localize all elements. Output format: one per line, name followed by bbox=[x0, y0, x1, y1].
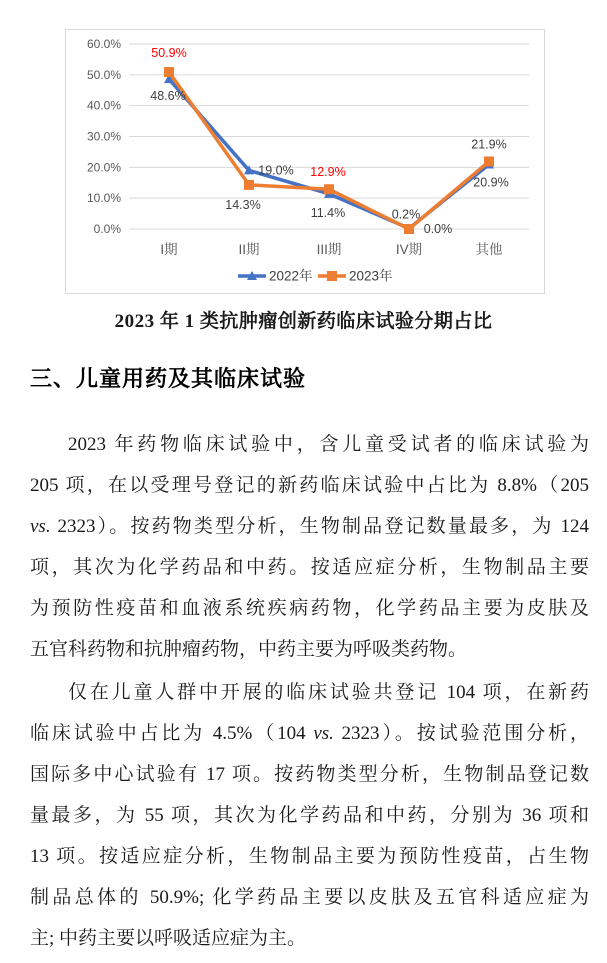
data-label: 19.0% bbox=[258, 163, 294, 178]
y-axis-tick-label: 10.0% bbox=[86, 191, 121, 206]
square-marker bbox=[484, 156, 494, 166]
x-axis-category-label: 其他 bbox=[475, 242, 503, 257]
paragraph-line: 2023 年药物临床试验中，含儿童受试者的临床试验为 bbox=[68, 434, 589, 455]
y-axis-tick-label: 30.0% bbox=[86, 129, 121, 144]
paragraph-line: vs. 2323）。按药物类型分析，生物制品登记数量最多，为 124 bbox=[30, 516, 589, 537]
paragraph-line: 制品总体的 50.9%; 化学药品主要以皮肤及五官科适应症为 bbox=[30, 887, 589, 908]
clinical-trial-phase-chart-figure bbox=[65, 29, 545, 294]
data-label: 0.0% bbox=[423, 222, 453, 236]
data-label: 20.9% bbox=[473, 175, 509, 190]
data-label: 12.9% bbox=[310, 165, 346, 180]
paragraph-line: 仅在儿童人群中开展的临床试验共登记 104 项，在新药 bbox=[68, 682, 589, 703]
paragraph-line: 量最多，为 55 项，其次为化学药品和中药，分别为 36 项和 bbox=[30, 805, 589, 826]
paragraph-children-drug-overview bbox=[30, 424, 589, 670]
paragraph-children-only-trials bbox=[30, 672, 589, 959]
paragraph-line: 为预防性疫苗和血液系统疾病药物，化学药品主要为皮肤及 bbox=[30, 598, 589, 619]
paragraph-line: 临床试验中占比为 4.5%（104 vs. 2323）。按试验范围分析， bbox=[30, 723, 589, 744]
paragraph-line: 国际多中心试验有 17 项。按药物类型分析，生物制品登记数 bbox=[30, 764, 589, 785]
paragraph-line: 项，其次为化学药品和中药。按适应症分析，生物制品主要 bbox=[30, 557, 589, 578]
section-heading: 三、儿童用药及其临床试验 bbox=[30, 366, 307, 391]
y-axis-tick-label: 60.0% bbox=[86, 37, 121, 51]
paragraph-line: 主; 中药主要以呼吸适应症为主。 bbox=[30, 928, 307, 949]
data-label: 21.9% bbox=[471, 137, 507, 152]
paragraph-line: 13 项。按适应症分析，生物制品主要为预防性疫苗，占生物 bbox=[30, 846, 589, 867]
square-marker bbox=[244, 180, 254, 190]
y-axis-tick-label: 0.0% bbox=[93, 222, 121, 236]
y-axis-tick-label: 50.0% bbox=[86, 67, 121, 82]
data-label: 11.4% bbox=[310, 205, 346, 220]
line-chart bbox=[66, 30, 544, 293]
chart-caption: 2023 年 1 类抗肿瘤创新药临床试验分期占比 bbox=[114, 311, 493, 332]
square-marker bbox=[324, 184, 334, 194]
paragraph-line: 205 项，在以受理号登记的新药临床试验中占比为 8.8%（205 bbox=[30, 475, 589, 496]
legend-label: 2023年 bbox=[349, 268, 393, 284]
legend-label: 2022年 bbox=[269, 268, 313, 284]
data-label: 50.9% bbox=[151, 46, 187, 61]
x-axis-category-label: IV期 bbox=[395, 242, 423, 257]
y-axis-tick-label: 20.0% bbox=[86, 160, 121, 175]
data-label: 48.6% bbox=[150, 89, 186, 104]
square-marker bbox=[327, 271, 337, 281]
x-axis-category-label: II期 bbox=[238, 242, 260, 257]
x-axis-category-label: III期 bbox=[316, 242, 342, 257]
square-marker bbox=[404, 224, 414, 234]
data-label: 0.2% bbox=[391, 207, 421, 222]
square-marker bbox=[164, 67, 174, 77]
data-label: 14.3% bbox=[225, 197, 261, 212]
x-axis-category-label: I期 bbox=[160, 242, 178, 257]
y-axis-tick-label: 40.0% bbox=[86, 98, 121, 113]
paragraph-line: 五官科药物和抗肿瘤药物，中药主要为呼吸类药物。 bbox=[30, 639, 468, 660]
